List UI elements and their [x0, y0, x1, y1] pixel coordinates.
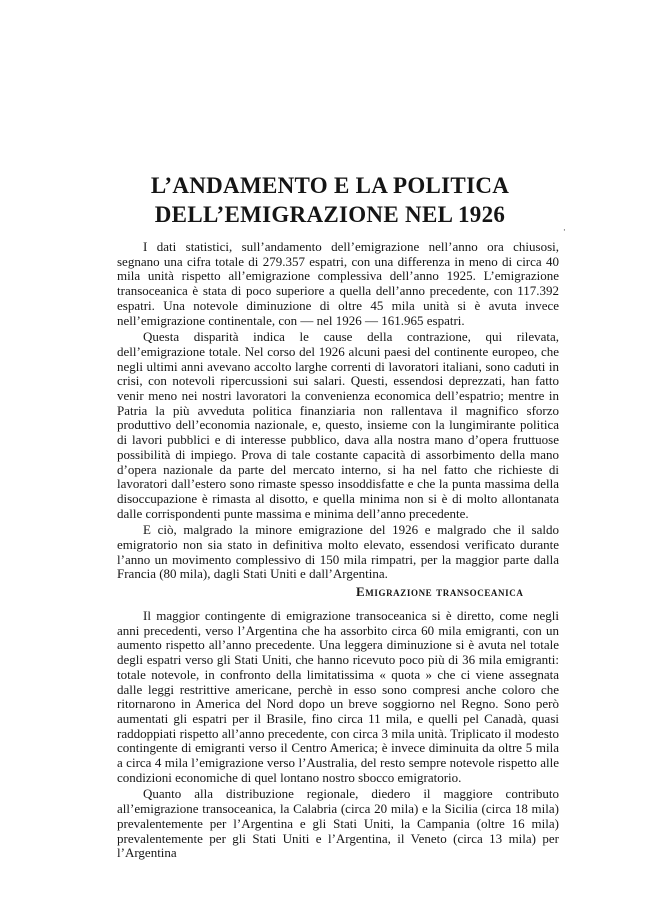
paragraph: E ciò, malgrado la minore emigrazione del 1926 e malgrado che il saldo emigratorio non sia stato in definitiva molto elevato, essendosi verificato durante l’anno un movimento complessivo di 150 mila rimpatri, per la maggior parte dalla Francia (80 mila), dagli Stati Uniti e dall’Argentina. — [117, 522, 559, 582]
margin-mark: · — [563, 226, 566, 236]
section-transoceanic — [117, 609, 559, 863]
paragraph: I dati statistici, sull’andamento dell’emigrazione nell’anno ora chiusosi, segnano una cifra totale di 279.357 espatri, con una differenza in meno di circa 40 mila unità rispetto all’emigrazione complessiva dell’anno 1925. L’emigrazione transoceanica è stata di poco superiore a quella dell’anno precedente, con 117.392 espatri. Una notevole diminuzione di oltre 45 mila unità si è avuta invece nell’emigrazione continentale, con — nel 1926 — 161.965 espatri. — [117, 239, 559, 328]
paragraph: Il maggior contingente di emigrazione transoceanica si è diretto, come negli anni precedenti, verso l’Argentina che ha assorbito circa 60 mila emigranti, con un aumento rispetto all’anno precedente. Una leggera diminuzione si è avuta nel totale degli espatri verso gli Stati Uniti, che hanno ricevuto poco più di 36 mila emigranti: totale notevole, in confronto della limitatissima « quota » che ci viene assegnata dalle leggi restrittive americane, perchè in esso sono compresi anche coloro che ritornarono in America del Nord dopo un breve soggiorno nel Regno. Sono però aumentati gli espatri per il Brasile, fino circa 11 mila, e quelli pel Canadà, quasi raddoppiati rispetto all’anno precedente, con circa 3 mila unità. Triplicato il modesto contingente di emigranti verso il Centro America; è invece diminuita da oltre 5 mila a circa 4 mila l’emigrazione verso l’Australia, del resto sempre notevole rispetto alle condizioni economiche di quel lontano nostro sbocco emigratorio. — [117, 608, 559, 785]
paragraph: Quanto alla distribuzione regionale, diedero il maggiore contributo all’emigrazione transoceanica, la Calabria (circa 20 mila) e la Sicilia (circa 18 mila) prevalentemente per l’Argentina e gli Stati Uniti, la Campania (oltre 16 mila) prevalentemente per gli Stati Uniti e l’Argentina, il Veneto (circa 13 mila) per l’Argentina — [117, 786, 559, 861]
title-line-2: DELL’EMIGRAZIONE NEL 1926 — [154, 202, 506, 227]
paragraph: Questa disparità indica le cause della contrazione, qui rilevata, dell’emigrazione totale. Nel corso del 1926 alcuni paesi del continente europeo, che negli ultimi anni avevano accolto larghe correnti di lavoratori italiani, sono caduti in crisi, con notevoli ripercussioni sui salari. Questi, essendosi deprezzati, han fatto venir meno nei nostri lavoratori la convenienza economica dell’espatrio; mentre in Patria la più avveduta politica finanziaria non rallentava il magnifico sforzo produttivo dell’economia nazionale, e, questo, insieme con la lungimirante politica di lavori pubblici e di interesse pubblico, dava alla nostra mano d’opera fruttuose possibilità di impiego. Prova di tale costante capacità di assorbimento della mano d’opera nazionale da parte del mercato interno, si ha nel fatto che richieste di lavoratori dall’estero sono rimaste spesso insoddisfatte e che la punta massima della disoccupazione è rimasta al disotto, e quella minima non si è di molto allontanata dalle corrispondenti punte massima e minima dell’anno precedente. — [117, 329, 559, 521]
section-intro — [117, 240, 559, 584]
title-line-1: L’ANDAMENTO E LA POLITICA — [150, 173, 510, 198]
section-heading: Emigrazione transoceanica — [356, 584, 524, 599]
